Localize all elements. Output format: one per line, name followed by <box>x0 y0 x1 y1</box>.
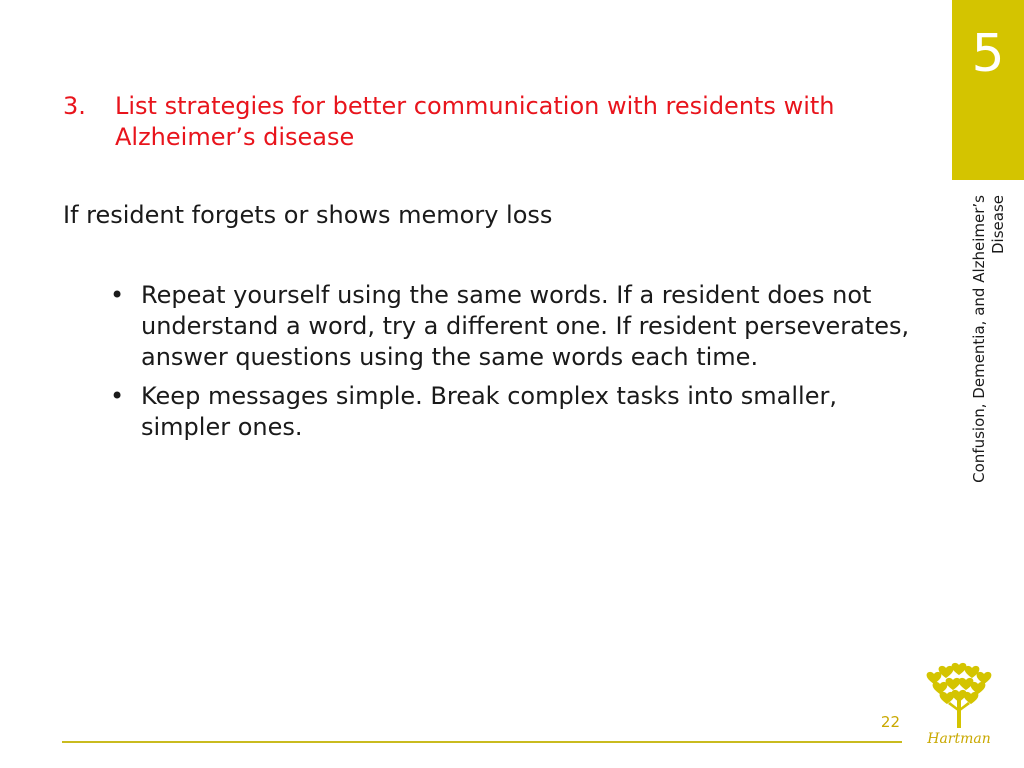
bullet-text: Repeat yourself using the same words. If a resident does not understand a word, try a different one. If resident perseverates, answer questions using the same words each time. <box>141 281 910 371</box>
bullet-item <box>110 280 910 373</box>
chapter-title: Confusion, Dementia, and Alzheimer’s Disease <box>970 195 1007 483</box>
bullet-list <box>110 280 910 451</box>
hartman-logo-text: Hartman <box>927 731 991 747</box>
footer-divider <box>62 741 902 743</box>
chapter-number: 5 <box>971 24 1005 84</box>
page-number: 22 <box>880 713 900 731</box>
section-subheading: If resident forgets or shows memory loss <box>63 201 553 229</box>
objective-number: 3. <box>63 92 86 120</box>
objective-text: List strategies for better communication with residents with Alzheimer’s disease <box>115 92 835 151</box>
bullet-text: Keep messages simple. Break complex tasks into smaller, simpler ones. <box>141 382 837 441</box>
bullet-icon: • <box>110 281 125 309</box>
chapter-tab <box>952 0 1024 180</box>
bullet-item <box>110 381 910 443</box>
learning-objective <box>63 91 883 153</box>
bullet-icon: • <box>110 382 125 410</box>
